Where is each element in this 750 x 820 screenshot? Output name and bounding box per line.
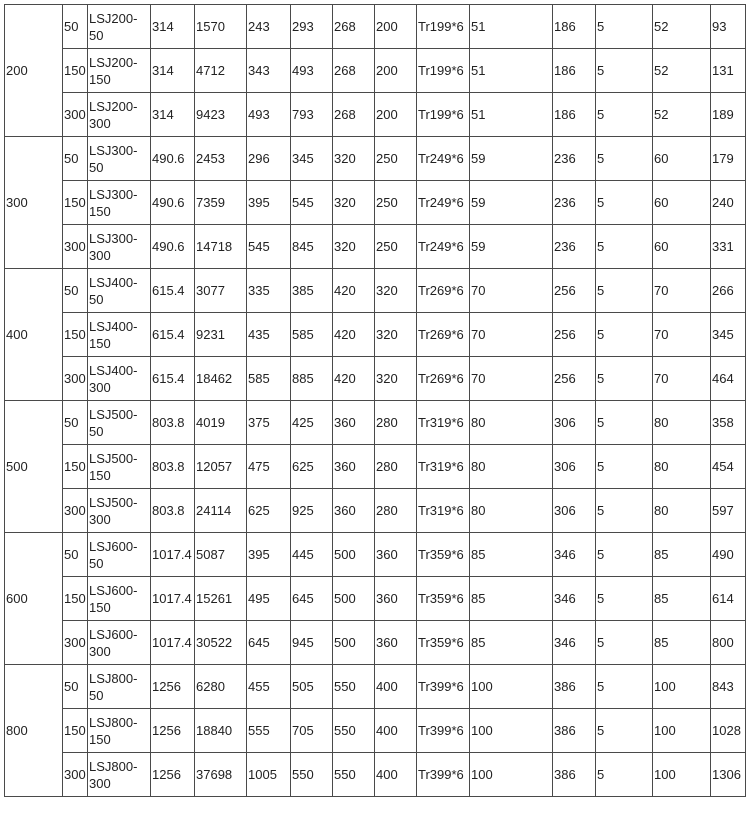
table-row — [5, 621, 746, 665]
model-cell: LSJ200- 300 — [88, 93, 151, 137]
col13-cell: 60 — [653, 225, 711, 269]
col4-cell: 6280 — [195, 665, 247, 709]
col7-cell: 360 — [333, 445, 375, 489]
col11-cell: 186 — [553, 49, 596, 93]
col11-cell: 256 — [553, 357, 596, 401]
table-body — [5, 5, 746, 797]
col3-cell: 314 — [151, 93, 195, 137]
col4-cell: 2453 — [195, 137, 247, 181]
col12-cell: 5 — [596, 665, 653, 709]
col7-cell: 320 — [333, 181, 375, 225]
table-row — [5, 5, 746, 49]
col3-cell: 314 — [151, 49, 195, 93]
col10-cell: 70 — [470, 357, 553, 401]
thread-cell: Tr269*6 — [417, 357, 470, 401]
model-cell: LSJ800- 50 — [88, 665, 151, 709]
stroke-cell: 150 — [63, 577, 88, 621]
thread-cell: Tr399*6 — [417, 665, 470, 709]
col12-cell: 5 — [596, 313, 653, 357]
col13-cell: 85 — [653, 577, 711, 621]
col8-cell: 200 — [375, 49, 417, 93]
model-cell: LSJ300- 300 — [88, 225, 151, 269]
col12-cell: 5 — [596, 5, 653, 49]
col4-cell: 14718 — [195, 225, 247, 269]
stroke-cell: 300 — [63, 489, 88, 533]
col14-cell: 454 — [711, 445, 746, 489]
col13-cell: 70 — [653, 357, 711, 401]
col14-cell: 464 — [711, 357, 746, 401]
col10-cell: 51 — [470, 49, 553, 93]
stroke-cell: 150 — [63, 313, 88, 357]
col7-cell: 500 — [333, 533, 375, 577]
col10-cell: 51 — [470, 5, 553, 49]
col14-cell: 240 — [711, 181, 746, 225]
col10-cell: 80 — [470, 401, 553, 445]
col11-cell: 306 — [553, 401, 596, 445]
col4-cell: 4019 — [195, 401, 247, 445]
stroke-cell: 300 — [63, 225, 88, 269]
col3-cell: 314 — [151, 5, 195, 49]
col13-cell: 100 — [653, 709, 711, 753]
col14-cell: 345 — [711, 313, 746, 357]
col8-cell: 280 — [375, 401, 417, 445]
col10-cell: 59 — [470, 181, 553, 225]
col3-cell: 615.4 — [151, 357, 195, 401]
col14-cell: 1306 — [711, 753, 746, 797]
col13-cell: 52 — [653, 5, 711, 49]
col4-cell: 9231 — [195, 313, 247, 357]
col5-cell: 395 — [247, 181, 291, 225]
table-row — [5, 313, 746, 357]
col4-cell: 5087 — [195, 533, 247, 577]
stroke-cell: 150 — [63, 709, 88, 753]
col11-cell: 346 — [553, 621, 596, 665]
table-row — [5, 533, 746, 577]
col3-cell: 1256 — [151, 665, 195, 709]
col6-cell: 425 — [291, 401, 333, 445]
col13-cell: 85 — [653, 621, 711, 665]
col13-cell: 80 — [653, 489, 711, 533]
size-cell: 600 — [5, 533, 63, 665]
col8-cell: 320 — [375, 357, 417, 401]
col11-cell: 346 — [553, 577, 596, 621]
col10-cell: 100 — [470, 665, 553, 709]
col6-cell: 885 — [291, 357, 333, 401]
col8-cell: 250 — [375, 137, 417, 181]
col6-cell: 845 — [291, 225, 333, 269]
col13-cell: 80 — [653, 445, 711, 489]
col11-cell: 256 — [553, 313, 596, 357]
col14-cell: 131 — [711, 49, 746, 93]
table-row — [5, 137, 746, 181]
table-row — [5, 181, 746, 225]
col12-cell: 5 — [596, 753, 653, 797]
size-cell: 200 — [5, 5, 63, 137]
col12-cell: 5 — [596, 445, 653, 489]
col6-cell: 925 — [291, 489, 333, 533]
col8-cell: 400 — [375, 709, 417, 753]
col5-cell: 335 — [247, 269, 291, 313]
col6-cell: 293 — [291, 5, 333, 49]
col8-cell: 280 — [375, 489, 417, 533]
col13-cell: 80 — [653, 401, 711, 445]
col7-cell: 420 — [333, 357, 375, 401]
col13-cell: 60 — [653, 137, 711, 181]
col14-cell: 358 — [711, 401, 746, 445]
model-cell: LSJ400- 50 — [88, 269, 151, 313]
col7-cell: 320 — [333, 137, 375, 181]
col6-cell: 550 — [291, 753, 333, 797]
col5-cell: 625 — [247, 489, 291, 533]
stroke-cell: 50 — [63, 401, 88, 445]
col3-cell: 803.8 — [151, 401, 195, 445]
col5-cell: 645 — [247, 621, 291, 665]
col12-cell: 5 — [596, 401, 653, 445]
col13-cell: 70 — [653, 313, 711, 357]
col12-cell: 5 — [596, 489, 653, 533]
col3-cell: 803.8 — [151, 445, 195, 489]
stroke-cell: 300 — [63, 621, 88, 665]
thread-cell: Tr319*6 — [417, 401, 470, 445]
thread-cell: Tr399*6 — [417, 709, 470, 753]
table-row — [5, 489, 746, 533]
col5-cell: 395 — [247, 533, 291, 577]
stroke-cell: 50 — [63, 269, 88, 313]
table-row — [5, 577, 746, 621]
col6-cell: 445 — [291, 533, 333, 577]
stroke-cell: 50 — [63, 533, 88, 577]
table-row — [5, 93, 746, 137]
col8-cell: 250 — [375, 181, 417, 225]
stroke-cell: 300 — [63, 357, 88, 401]
col3-cell: 1017.4 — [151, 577, 195, 621]
col10-cell: 59 — [470, 225, 553, 269]
col14-cell: 266 — [711, 269, 746, 313]
col6-cell: 545 — [291, 181, 333, 225]
col8-cell: 360 — [375, 533, 417, 577]
col13-cell: 52 — [653, 93, 711, 137]
col11-cell: 186 — [553, 93, 596, 137]
col8-cell: 360 — [375, 577, 417, 621]
model-cell: LSJ500- 300 — [88, 489, 151, 533]
col14-cell: 614 — [711, 577, 746, 621]
thread-cell: Tr199*6 — [417, 93, 470, 137]
col5-cell: 243 — [247, 5, 291, 49]
stroke-cell: 300 — [63, 93, 88, 137]
col3-cell: 1017.4 — [151, 621, 195, 665]
stroke-cell: 50 — [63, 5, 88, 49]
thread-cell: Tr249*6 — [417, 225, 470, 269]
col14-cell: 800 — [711, 621, 746, 665]
col14-cell: 597 — [711, 489, 746, 533]
col11-cell: 186 — [553, 5, 596, 49]
model-cell: LSJ500- 50 — [88, 401, 151, 445]
col5-cell: 475 — [247, 445, 291, 489]
col6-cell: 945 — [291, 621, 333, 665]
col13-cell: 52 — [653, 49, 711, 93]
col6-cell: 705 — [291, 709, 333, 753]
col4-cell: 1570 — [195, 5, 247, 49]
col8-cell: 400 — [375, 753, 417, 797]
model-cell: LSJ200- 50 — [88, 5, 151, 49]
col8-cell: 200 — [375, 93, 417, 137]
col12-cell: 5 — [596, 577, 653, 621]
model-cell: LSJ600- 50 — [88, 533, 151, 577]
col4-cell: 18840 — [195, 709, 247, 753]
col13-cell: 100 — [653, 665, 711, 709]
spec-table — [4, 4, 746, 797]
thread-cell: Tr319*6 — [417, 445, 470, 489]
col4-cell: 12057 — [195, 445, 247, 489]
col5-cell: 585 — [247, 357, 291, 401]
thread-cell: Tr269*6 — [417, 269, 470, 313]
col7-cell: 360 — [333, 489, 375, 533]
col4-cell: 4712 — [195, 49, 247, 93]
model-cell: LSJ400- 150 — [88, 313, 151, 357]
col12-cell: 5 — [596, 225, 653, 269]
col8-cell: 320 — [375, 269, 417, 313]
col11-cell: 306 — [553, 445, 596, 489]
col11-cell: 386 — [553, 709, 596, 753]
col13-cell: 60 — [653, 181, 711, 225]
col7-cell: 500 — [333, 621, 375, 665]
col13-cell: 100 — [653, 753, 711, 797]
col7-cell: 268 — [333, 93, 375, 137]
col12-cell: 5 — [596, 49, 653, 93]
col3-cell: 490.6 — [151, 137, 195, 181]
col5-cell: 375 — [247, 401, 291, 445]
size-cell: 500 — [5, 401, 63, 533]
col4-cell: 24114 — [195, 489, 247, 533]
col11-cell: 256 — [553, 269, 596, 313]
table-row — [5, 445, 746, 489]
col8-cell: 360 — [375, 621, 417, 665]
col3-cell: 1017.4 — [151, 533, 195, 577]
col8-cell: 320 — [375, 313, 417, 357]
stroke-cell: 50 — [63, 137, 88, 181]
model-cell: LSJ600- 300 — [88, 621, 151, 665]
col6-cell: 493 — [291, 49, 333, 93]
col11-cell: 346 — [553, 533, 596, 577]
col6-cell: 345 — [291, 137, 333, 181]
col4-cell: 15261 — [195, 577, 247, 621]
table-row — [5, 753, 746, 797]
col7-cell: 420 — [333, 269, 375, 313]
col5-cell: 435 — [247, 313, 291, 357]
col14-cell: 331 — [711, 225, 746, 269]
col4-cell: 9423 — [195, 93, 247, 137]
col4-cell: 7359 — [195, 181, 247, 225]
col12-cell: 5 — [596, 709, 653, 753]
thread-cell: Tr399*6 — [417, 753, 470, 797]
col6-cell: 625 — [291, 445, 333, 489]
col14-cell: 843 — [711, 665, 746, 709]
col7-cell: 550 — [333, 753, 375, 797]
table-row — [5, 225, 746, 269]
table-row — [5, 49, 746, 93]
col13-cell: 85 — [653, 533, 711, 577]
size-cell: 400 — [5, 269, 63, 401]
model-cell: LSJ500- 150 — [88, 445, 151, 489]
col7-cell: 500 — [333, 577, 375, 621]
col6-cell: 645 — [291, 577, 333, 621]
col7-cell: 320 — [333, 225, 375, 269]
col12-cell: 5 — [596, 269, 653, 313]
col3-cell: 490.6 — [151, 225, 195, 269]
col12-cell: 5 — [596, 93, 653, 137]
col6-cell: 505 — [291, 665, 333, 709]
col10-cell: 80 — [470, 489, 553, 533]
col14-cell: 179 — [711, 137, 746, 181]
col3-cell: 803.8 — [151, 489, 195, 533]
col10-cell: 51 — [470, 93, 553, 137]
col10-cell: 85 — [470, 533, 553, 577]
col7-cell: 268 — [333, 49, 375, 93]
col10-cell: 85 — [470, 621, 553, 665]
col11-cell: 236 — [553, 225, 596, 269]
col4-cell: 3077 — [195, 269, 247, 313]
col6-cell: 793 — [291, 93, 333, 137]
col7-cell: 550 — [333, 709, 375, 753]
size-cell: 800 — [5, 665, 63, 797]
stroke-cell: 50 — [63, 665, 88, 709]
stroke-cell: 150 — [63, 181, 88, 225]
col14-cell: 490 — [711, 533, 746, 577]
col8-cell: 280 — [375, 445, 417, 489]
model-cell: LSJ300- 50 — [88, 137, 151, 181]
stroke-cell: 150 — [63, 445, 88, 489]
model-cell: LSJ800- 300 — [88, 753, 151, 797]
col4-cell: 18462 — [195, 357, 247, 401]
size-cell: 300 — [5, 137, 63, 269]
col3-cell: 1256 — [151, 753, 195, 797]
col12-cell: 5 — [596, 137, 653, 181]
col12-cell: 5 — [596, 621, 653, 665]
col5-cell: 555 — [247, 709, 291, 753]
thread-cell: Tr269*6 — [417, 313, 470, 357]
table-row — [5, 665, 746, 709]
col14-cell: 93 — [711, 5, 746, 49]
col7-cell: 420 — [333, 313, 375, 357]
col11-cell: 386 — [553, 665, 596, 709]
col11-cell: 236 — [553, 137, 596, 181]
col10-cell: 70 — [470, 269, 553, 313]
col10-cell: 80 — [470, 445, 553, 489]
thread-cell: Tr199*6 — [417, 49, 470, 93]
col8-cell: 400 — [375, 665, 417, 709]
thread-cell: Tr359*6 — [417, 621, 470, 665]
col14-cell: 189 — [711, 93, 746, 137]
col3-cell: 1256 — [151, 709, 195, 753]
model-cell: LSJ400- 300 — [88, 357, 151, 401]
col5-cell: 545 — [247, 225, 291, 269]
col5-cell: 343 — [247, 49, 291, 93]
table-row — [5, 401, 746, 445]
col5-cell: 455 — [247, 665, 291, 709]
col5-cell: 296 — [247, 137, 291, 181]
col11-cell: 386 — [553, 753, 596, 797]
col12-cell: 5 — [596, 357, 653, 401]
col5-cell: 493 — [247, 93, 291, 137]
col11-cell: 236 — [553, 181, 596, 225]
col8-cell: 200 — [375, 5, 417, 49]
col7-cell: 360 — [333, 401, 375, 445]
model-cell: LSJ300- 150 — [88, 181, 151, 225]
col10-cell: 100 — [470, 753, 553, 797]
col13-cell: 70 — [653, 269, 711, 313]
col4-cell: 30522 — [195, 621, 247, 665]
model-cell: LSJ200- 150 — [88, 49, 151, 93]
col11-cell: 306 — [553, 489, 596, 533]
col7-cell: 550 — [333, 665, 375, 709]
table-row — [5, 357, 746, 401]
model-cell: LSJ800- 150 — [88, 709, 151, 753]
col6-cell: 585 — [291, 313, 333, 357]
thread-cell: Tr359*6 — [417, 577, 470, 621]
col10-cell: 70 — [470, 313, 553, 357]
thread-cell: Tr319*6 — [417, 489, 470, 533]
col10-cell: 100 — [470, 709, 553, 753]
col3-cell: 490.6 — [151, 181, 195, 225]
col5-cell: 495 — [247, 577, 291, 621]
table-row — [5, 709, 746, 753]
thread-cell: Tr199*6 — [417, 5, 470, 49]
col4-cell: 37698 — [195, 753, 247, 797]
model-cell: LSJ600- 150 — [88, 577, 151, 621]
thread-cell: Tr249*6 — [417, 181, 470, 225]
thread-cell: Tr359*6 — [417, 533, 470, 577]
stroke-cell: 300 — [63, 753, 88, 797]
col7-cell: 268 — [333, 5, 375, 49]
table-row — [5, 269, 746, 313]
col14-cell: 1028 — [711, 709, 746, 753]
col6-cell: 385 — [291, 269, 333, 313]
col3-cell: 615.4 — [151, 313, 195, 357]
col12-cell: 5 — [596, 181, 653, 225]
col3-cell: 615.4 — [151, 269, 195, 313]
col12-cell: 5 — [596, 533, 653, 577]
col5-cell: 1005 — [247, 753, 291, 797]
col10-cell: 59 — [470, 137, 553, 181]
stroke-cell: 150 — [63, 49, 88, 93]
thread-cell: Tr249*6 — [417, 137, 470, 181]
col8-cell: 250 — [375, 225, 417, 269]
col10-cell: 85 — [470, 577, 553, 621]
